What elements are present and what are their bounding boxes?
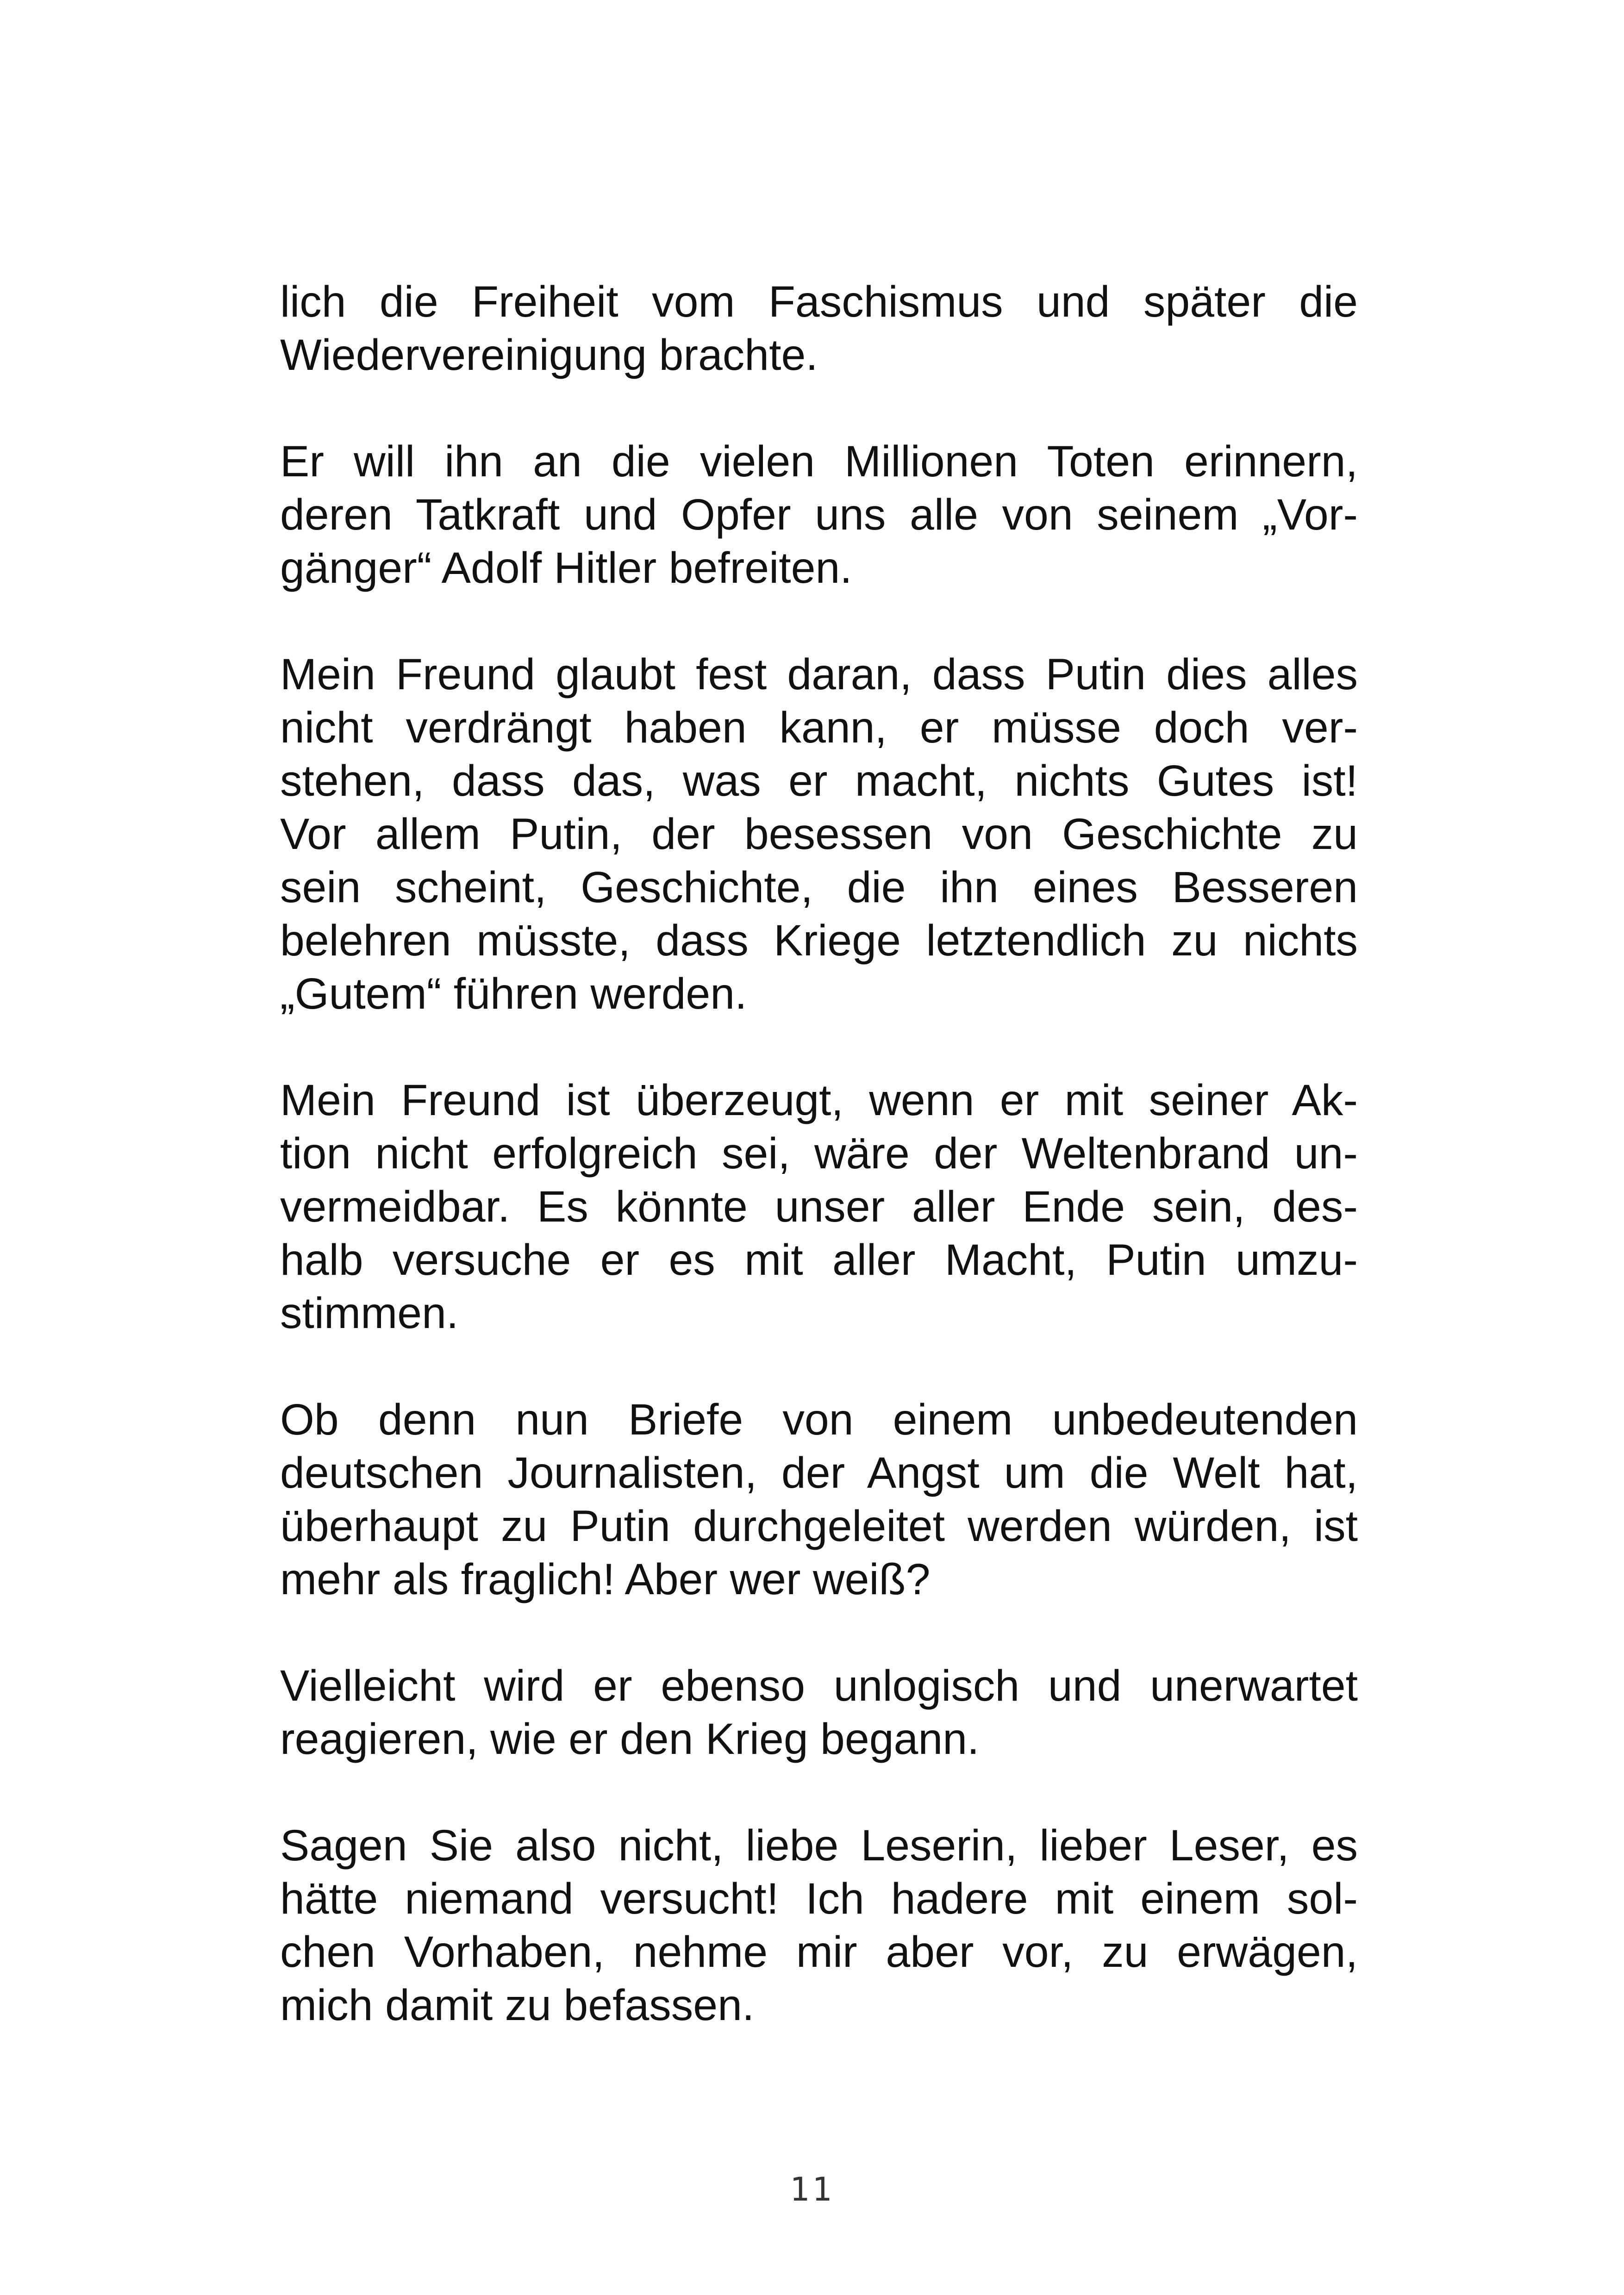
- text-line: Vielleicht wird er ebenso unlogisch und unerwartet: [280, 1661, 1358, 1710]
- text-line: gänger“ Adolf Hitler befreiten.: [280, 543, 852, 592]
- text-line: nicht verdrängt haben kann, er müsse doch ver-: [280, 703, 1358, 752]
- body-text: [280, 275, 1358, 2032]
- text-line: vermeidbar. Es könnte unser aller Ende sein, des-: [280, 1182, 1358, 1231]
- text-line: hätte niemand versucht! Ich hadere mit einem sol-: [280, 1874, 1358, 1923]
- text-line: belehren müsste, dass Kriege letztendlich zu nichts: [280, 916, 1358, 965]
- text-line: mich damit zu befassen.: [280, 1981, 755, 2030]
- text-line: Sagen Sie also nicht, liebe Leserin, lieber Leser, es: [280, 1821, 1358, 1870]
- text-line: Er will ihn an die vielen Millionen Toten erinnern,: [280, 437, 1358, 486]
- text-line: Ob denn nun Briefe von einem unbedeutenden: [280, 1395, 1358, 1444]
- paragraph-spacer: [280, 1606, 1358, 1659]
- paragraph: [280, 1659, 1358, 1766]
- text-line: Mein Freund glaubt fest daran, dass Putin dies alles: [280, 650, 1358, 699]
- text-line: Vor allem Putin, der besessen von Geschichte zu: [280, 810, 1358, 859]
- paragraph-spacer: [280, 1021, 1358, 1074]
- text-line: tion nicht erfolgreich sei, wäre der Weltenbrand un-: [280, 1129, 1358, 1178]
- paragraph: [280, 648, 1358, 1021]
- text-line: Mein Freund ist überzeugt, wenn er mit seiner Ak-: [280, 1076, 1358, 1125]
- text-line: deren Tatkraft und Opfer uns alle von seinem „Vor-: [280, 490, 1358, 539]
- text-line: überhaupt zu Putin durchgeleitet werden würden, ist: [280, 1502, 1358, 1551]
- text-line: lich die Freiheit vom Faschismus und später die: [280, 277, 1358, 326]
- text-line: mehr als fraglich! Aber wer weiß?: [280, 1555, 931, 1604]
- text-line: sein scheint, Geschichte, die ihn eines Besseren: [280, 863, 1358, 912]
- text-line: Wiedervereinigung brachte.: [280, 331, 818, 380]
- page-number: 11: [789, 2170, 835, 2208]
- paragraph-spacer: [280, 1766, 1358, 1819]
- paragraph: [280, 435, 1358, 595]
- text-line: chen Vorhaben, nehme mir aber vor, zu erwägen,: [280, 1927, 1358, 1977]
- text-line: reagieren, wie er den Krieg begann.: [280, 1715, 980, 1764]
- paragraph: [280, 1074, 1358, 1340]
- paragraph-spacer: [280, 595, 1358, 648]
- paragraph-spacer: [280, 1340, 1358, 1393]
- text-line: „Gutem“ führen werden.: [280, 969, 747, 1018]
- paragraph: [280, 1393, 1358, 1606]
- text-line: stehen, dass das, was er macht, nichts Gutes ist!: [280, 756, 1358, 805]
- paragraph: [280, 1819, 1358, 2032]
- text-line: stimmen.: [280, 1289, 459, 1338]
- text-line: deutschen Journalisten, der Angst um die Welt hat,: [280, 1448, 1358, 1497]
- text-line: halb versuche er es mit aller Macht, Putin umzu-: [280, 1235, 1358, 1285]
- paragraph: [280, 275, 1358, 382]
- paragraph-spacer: [280, 382, 1358, 435]
